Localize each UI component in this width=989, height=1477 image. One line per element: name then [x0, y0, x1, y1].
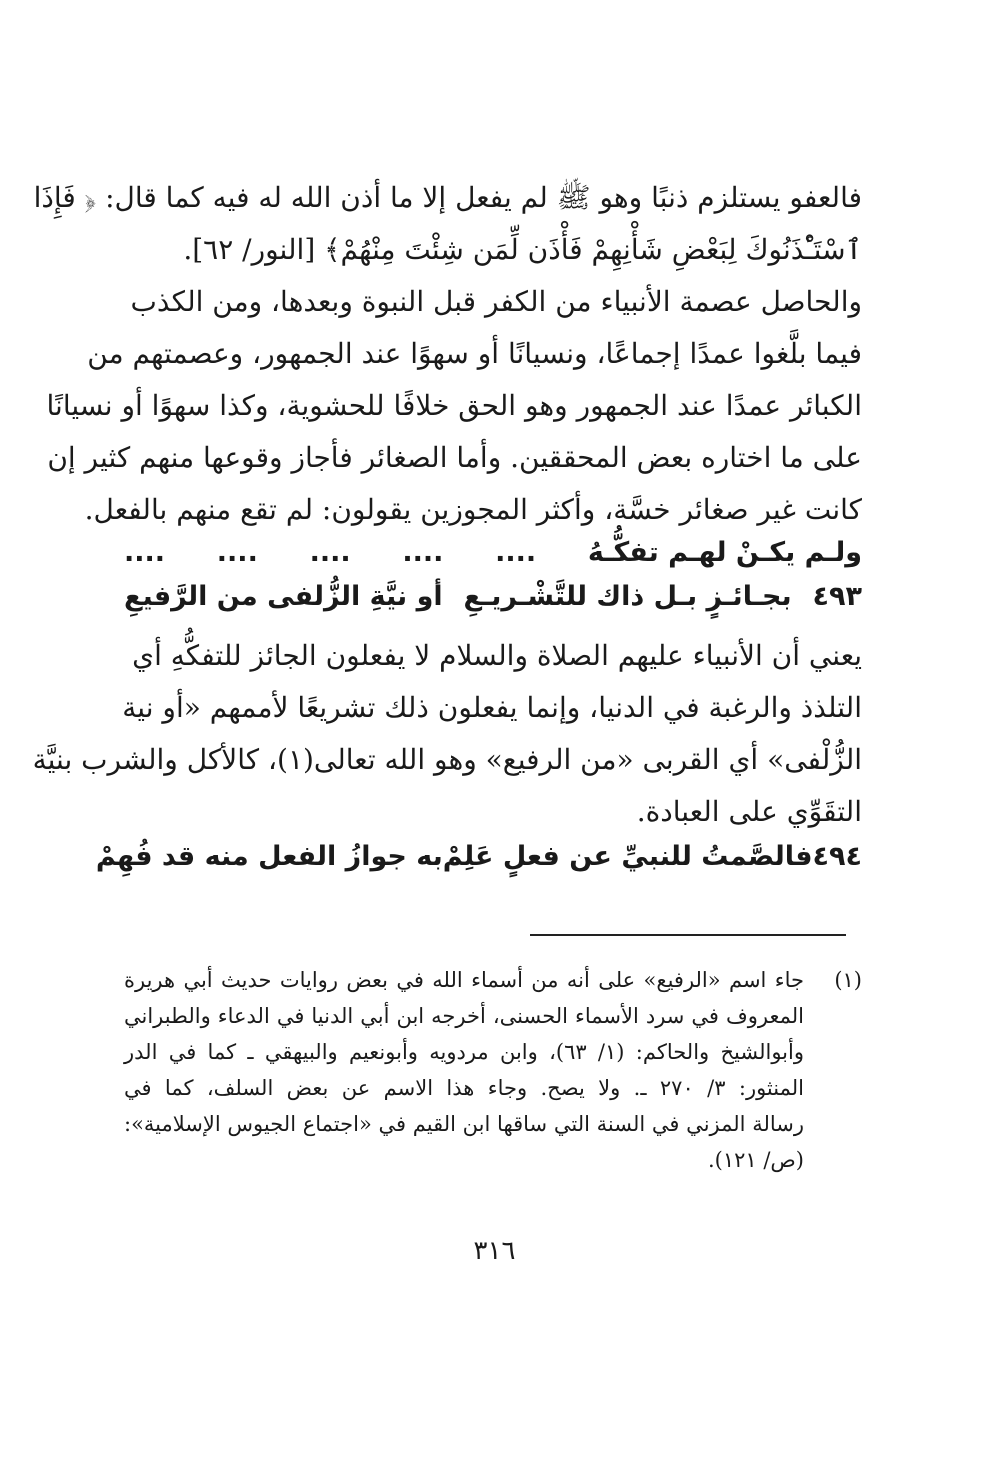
text-line: كانت غير صغائر خسَّة، وأكثر المجوزين يقولون: لم تقع منهم بالفعل. [84, 493, 862, 526]
verse-ellipsis: .... [309, 537, 351, 568]
verse-494 [95, 832, 862, 882]
verse-part: ولـم يكـنْ لهـم تفكُّـهُ [587, 537, 862, 568]
text-line: يعني أن الأنبياء عليهم الصلاة والسلام لا يفعلون الجائز للتفكُّهِ أي [132, 639, 862, 672]
verse-ellipsis: .... [124, 537, 166, 568]
footnote-text: المنثور: ٣/ ٢٧٠ ـ. ولا يصح. وجاء هذا الاسم عن بعض السلف، كما في [124, 1076, 804, 1100]
footnote-line [124, 1034, 862, 1070]
verse-hemistich-first: فالصَّمتُ للنبيِّ عن فعلٍ عَلِمْ [442, 841, 813, 872]
footnote-text: المعروف في سرد الأسماء الحسنى، أخرجه ابن أبي الدنيا في الدعاء والطبراني [124, 1004, 804, 1028]
footnote-line [124, 962, 862, 998]
verse-ellipsis: .... [216, 537, 258, 568]
footnote-mark: (١) [834, 968, 862, 992]
verse-hemistich-first: بجـائـزٍ بـل ذاك للتَّشْـريـعِ [463, 581, 792, 612]
text-line: التلذذ والرغبة في الدنيا، وإنما يفعلون ذلك تشريعًا لأممهم «أو نية [122, 691, 862, 724]
footnote-line [124, 998, 862, 1034]
verse-number: ٤٩٣ [812, 581, 862, 612]
footnote-text: (ص/ ١٢١). [707, 1148, 804, 1172]
verse-hemistich-second: أو نيَّةِ الزُّلفى من الرَّفيعِ [124, 581, 443, 612]
text-line: الزُّلْفى» أي القربى «من الرفيع» وهو الله تعالى(١)، كالأكل والشرب بنيَّة [32, 743, 862, 776]
footnote-line [124, 1070, 862, 1106]
footnote-line [124, 1106, 862, 1142]
text-line: الكبائر عمدًا عند الجمهور وهو الحق خلافًا للحشوية، وكذا سهوًا أو نسيانًا [46, 389, 862, 422]
text-line: فيما بلَّغوا عمدًا إجماعًا، ونسيانًا أو سهوًا عند الجمهور، وعصمتهم من [87, 337, 862, 370]
page-number: ٣١٦ [473, 1236, 516, 1266]
footnote-text: جاء اسم «الرفيع» على أنه من أسماء الله في بعض روايات حديث أبي هريرة [124, 968, 804, 992]
text-line: التقَوِّي على العبادة. [636, 795, 862, 828]
verse-493 [124, 572, 862, 622]
verse-number: ٤٩٤ [812, 841, 862, 872]
text-line: ٱسْتَـْٔذَنُوكَ لِبَعْضِ شَأْنِهِمْ فَأْذَن لِّمَن شِئْتَ مِنْهُمْ﴾ [النور/ ٦٢]. [183, 233, 862, 266]
footnote-separator [530, 934, 846, 936]
footnote-text: وأبوالشيخ والحاكم: (١/ ٦٣)، وابن مردويه وأبونعيم والبيهقي ـ كما في الدر [124, 1040, 804, 1064]
text-line: على ما اختاره بعض المحققين. وأما الصغائر فأجاز وقوعها منهم كثير إن [47, 441, 862, 474]
footnote-text: رسالة المزني في السنة التي ساقها ابن القيم في «اجتماع الجيوس الإسلامية»: [124, 1112, 804, 1136]
footnote-line [124, 1142, 862, 1178]
verse-ellipsis: .... [495, 537, 537, 568]
text-line: فالعفو يستلزم ذنبًا وهو ﷺ لم يفعل إلا ما أذن الله له فيه كما قال: ﴿ فَإِذَا [33, 181, 862, 214]
verse-hemistich-second: به جوازُ الفعل منه قد فُهِمْ [95, 841, 443, 872]
text-line: والحاصل عصمة الأنبياء من الكفر قبل النبوة وبعدها، ومن الكذب [130, 285, 862, 318]
verse-ellipsis: .... [402, 537, 444, 568]
verse-493-first-line [124, 528, 862, 578]
